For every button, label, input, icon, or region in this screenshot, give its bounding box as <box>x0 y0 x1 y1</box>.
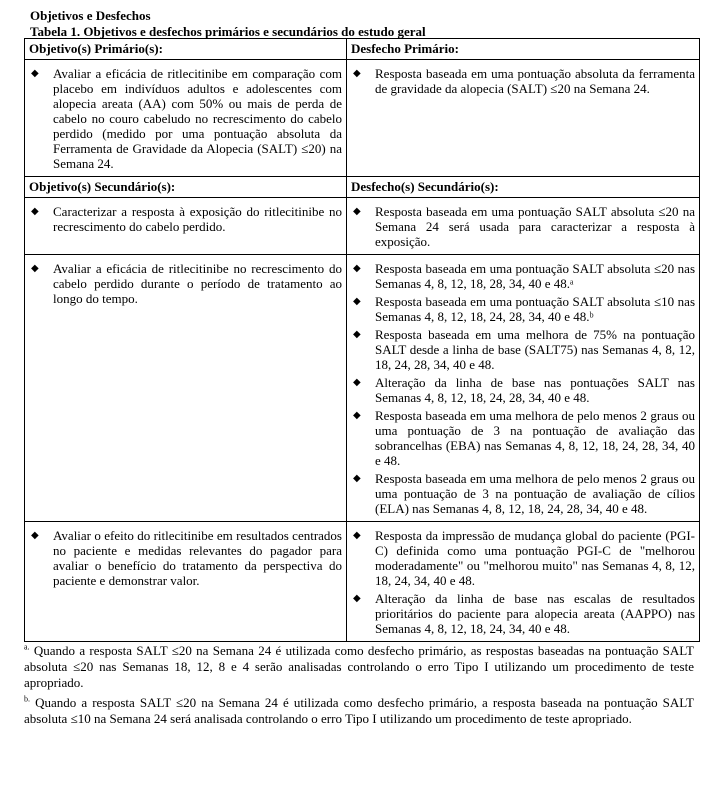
table-row <box>25 198 700 255</box>
primary-endpoint-cell <box>347 60 700 177</box>
diamond-bullet-icon: ◆ <box>353 377 361 388</box>
secondary-endpoint-cell <box>347 255 700 522</box>
objectives-table <box>24 38 700 642</box>
diamond-bullet-icon: ◆ <box>353 329 361 340</box>
secondary-objective-text: Avaliar a eficácia de ritlecitinibe no recrescimento do cabelo perdido durante o período de tratamento ao longo do tempo. <box>53 261 342 306</box>
list-item <box>351 528 695 588</box>
secondary-endpoint-text: Alteração da linha de base nas pontuações SALT nas Semanas 4, 8, 12, 18, 24, 28, 34, 40 e 48. <box>375 375 695 405</box>
footnote-text: Quando a resposta SALT ≤20 na Semana 24 é utilizada como desfecho primário, as respostas baseadas na pontuação SALT absoluta ≤20 nas Semanas 18, 12, 8 e 4 serão analisadas controlando o erro Tipo I utilizando um procedimento de teste apropriado. <box>24 643 694 690</box>
list-item <box>351 408 695 468</box>
secondary-endpoint-text: Resposta baseada em uma pontuação SALT absoluta ≤10 nas Semanas 4, 8, 12, 18, 24, 28, 34, 40 e 48.ᵇ <box>375 294 695 324</box>
secondary-objective-cell <box>25 255 347 522</box>
table-row <box>25 255 700 522</box>
primary-objective-text: Avaliar a eficácia de ritlecitinibe em comparação com placebo em indivíduos adultos e adolescentes com alopecia areata (AA) com 50% ou mais de perda de cabelo no couro cabeludo no recrescimento do cabelo perdido (medido por uma pontuação absoluta da Ferramenta de Gravidade da Alopecia (SALT) ≤20) na Semana 24. <box>53 66 342 171</box>
secondary-rows <box>25 198 700 642</box>
diamond-bullet-icon: ◆ <box>31 68 39 79</box>
footnote <box>24 695 694 727</box>
secondary-endpoint-text: Resposta baseada em uma melhora de pelo menos 2 graus ou uma pontuação de 3 na pontuação de avaliação das sobrancelhas (EBA) nas Semanas 4, 8, 12, 18, 24, 28, 34, 40 e 48. <box>375 408 695 468</box>
secondary-objective-cell <box>25 522 347 642</box>
list-item <box>351 204 695 249</box>
list-item <box>29 261 342 306</box>
secondary-objective-cell <box>25 198 347 255</box>
diamond-bullet-icon: ◆ <box>353 473 361 484</box>
secondary-endpoint-cell <box>347 198 700 255</box>
section-heading: Objetivos e Desfechos <box>30 8 151 23</box>
secondary-objective-text: Avaliar o efeito do ritlecitinibe em resultados centrados no paciente e medidas relevantes do pagador para avaliar o benefício do tratamento da perspectiva do paciente e demonstrar valor. <box>53 528 342 588</box>
secondary-objective-text: Caracterizar a resposta à exposição do ritlecitinibe no recrescimento do cabelo perdido. <box>53 204 342 234</box>
diamond-bullet-icon: ◆ <box>353 296 361 307</box>
secondary-endpoint-text: Resposta baseada em uma melhora de pelo menos 2 graus ou uma pontuação de 3 na pontuação de avaliação de cílios (ELA) nas Semanas 4, 8, 12, 18, 24, 28, 34, 40 e 48. <box>375 471 695 516</box>
secondary-endpoint-cell <box>347 522 700 642</box>
list-item <box>351 294 695 324</box>
list-item <box>351 471 695 516</box>
secondary-endpoint-text: Resposta da impressão de mudança global do paciente (PGI-C) definida como uma pontuação PGI-C de "melhorou moderadamente" ou "melhorou muito" nas Semanas 4, 8, 12, 18, 24, 34, 40 e 48. <box>375 528 695 588</box>
diamond-bullet-icon: ◆ <box>353 68 361 79</box>
diamond-bullet-icon: ◆ <box>353 410 361 421</box>
list-item <box>351 261 695 291</box>
list-item <box>29 204 342 234</box>
footnote <box>24 643 694 691</box>
secondary-endpoint-header: Desfecho(s) Secundário(s): <box>347 177 700 198</box>
list-item <box>29 528 342 588</box>
table-row <box>25 522 700 642</box>
footnote-mark: a. <box>24 642 30 652</box>
footnotes <box>24 643 694 731</box>
table-row <box>25 60 700 177</box>
list-item <box>351 591 695 636</box>
footnote-mark: b. <box>24 694 30 704</box>
secondary-endpoint-text: Resposta baseada em uma pontuação SALT absoluta ≤20 na Semana 24 será usada para caracterizar a resposta à exposição. <box>375 204 695 249</box>
secondary-objective-header: Objetivo(s) Secundário(s): <box>25 177 347 198</box>
list-item <box>351 66 695 96</box>
secondary-endpoint-text: Alteração da linha de base nas escalas de resultados prioritários do paciente para alopecia areata (AAPPO) nas Semanas 4, 8, 12, 18, 24, 34, 40 e 48. <box>375 591 695 636</box>
diamond-bullet-icon: ◆ <box>31 530 39 541</box>
list-item <box>351 327 695 372</box>
table-header-row <box>25 177 700 198</box>
list-item <box>351 375 695 405</box>
primary-endpoint-header: Desfecho Primário: <box>347 39 700 60</box>
diamond-bullet-icon: ◆ <box>353 593 361 604</box>
secondary-endpoint-text: Resposta baseada em uma melhora de 75% na pontuação SALT desde a linha de base (SALT75) nas Semanas 4, 8, 12, 18, 24, 28, 34, 40 e 48. <box>375 327 695 372</box>
footnote-text: Quando a resposta SALT ≤20 na Semana 24 é utilizada como desfecho primário, a resposta baseada na pontuação SALT absoluta ≤10 na Semana 24 será analisada controlando o erro Tipo I utilizando um procedimento de teste apropriado. <box>24 695 694 726</box>
diamond-bullet-icon: ◆ <box>353 263 361 274</box>
diamond-bullet-icon: ◆ <box>353 530 361 541</box>
secondary-endpoint-text: Resposta baseada em uma pontuação SALT absoluta ≤20 nas Semanas 4, 8, 12, 18, 28, 34, 40 e 48.ᵃ <box>375 261 695 291</box>
primary-objective-cell <box>25 60 347 177</box>
list-item <box>29 66 342 171</box>
primary-endpoint-text: Resposta baseada em uma pontuação absoluta da ferramenta de gravidade da alopecia (SALT) ≤20 na Semana 24. <box>375 66 695 96</box>
diamond-bullet-icon: ◆ <box>353 206 361 217</box>
table-header-row <box>25 39 700 60</box>
table-caption: Tabela 1. Objetivos e desfechos primários e secundários do estudo geral <box>30 24 426 39</box>
diamond-bullet-icon: ◆ <box>31 263 39 274</box>
primary-objective-header: Objetivo(s) Primário(s): <box>25 39 347 60</box>
diamond-bullet-icon: ◆ <box>31 206 39 217</box>
